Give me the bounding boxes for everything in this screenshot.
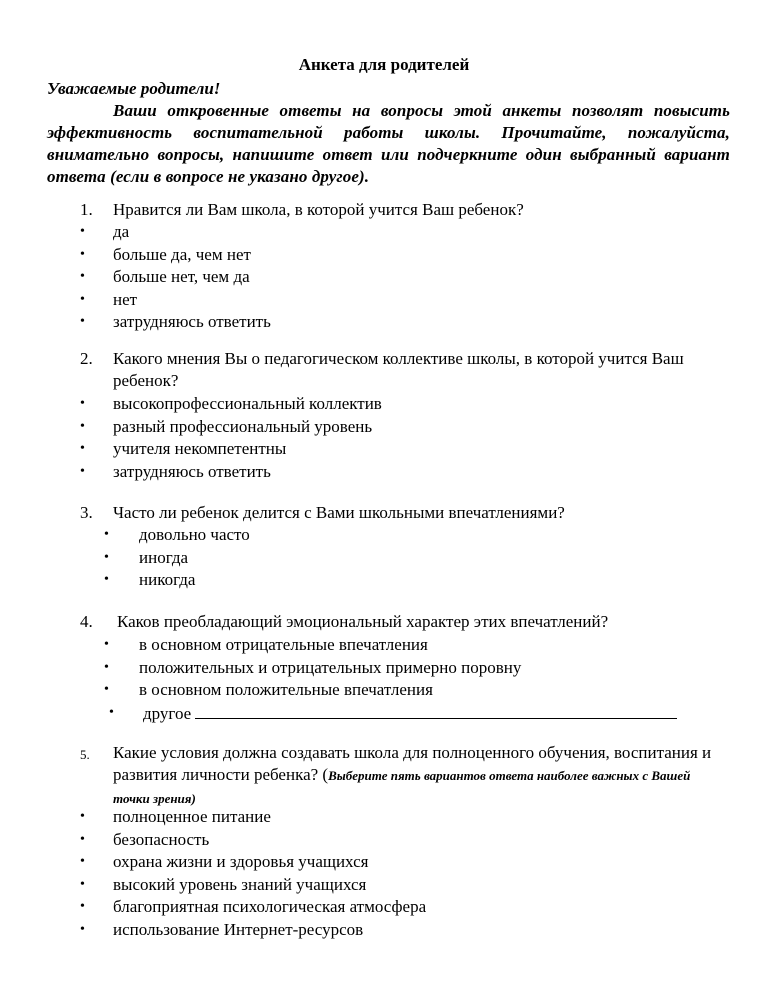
question-note: Выберите пять вариантов ответа наиболее важных с Вашей точки зрения) (113, 768, 691, 806)
question-5-options (0, 806, 768, 941)
answer-option[interactable]: • благоприятная психологическая атмосфера (0, 896, 768, 919)
answer-option[interactable]: • затрудняюсь ответить (0, 311, 768, 334)
answer-option[interactable]: • больше да, чем нет (0, 244, 768, 267)
bullet-icon: • (80, 854, 85, 869)
bullet-icon: • (80, 441, 85, 456)
question-number: 5. (80, 747, 90, 762)
question-number: 4. (80, 612, 93, 631)
bullet-icon: • (104, 682, 109, 697)
bullet-icon: • (104, 659, 109, 675)
other-answer-field[interactable] (195, 702, 677, 719)
bullet-icon: • (80, 269, 85, 284)
question-text: Нравится ли Вам школа, в которой учится Ваш ребенок? (113, 200, 524, 219)
question-4-options (0, 634, 768, 724)
answer-option-other[interactable]: • другое (0, 702, 768, 725)
question-text: Какого мнения Вы о педагогическом коллективе школы, в которой учится Ваш ребенок? (113, 349, 684, 390)
bullet-icon: • (104, 572, 109, 587)
answer-option[interactable]: • охрана жизни и здоровья учащихся (0, 851, 768, 874)
bullet-icon: • (80, 396, 85, 411)
answer-option[interactable]: • высокопрофессиональный коллектив (0, 393, 768, 416)
bullet-icon: • (104, 637, 109, 652)
answer-option[interactable]: • в основном положительные впечатления (0, 679, 768, 702)
answer-option[interactable]: • иногда (0, 547, 768, 570)
answer-option[interactable]: • полноценное питание (0, 806, 768, 829)
answer-option[interactable]: • затрудняюсь ответить (0, 461, 768, 484)
bullet-icon: • (80, 899, 85, 914)
document-title: Анкета для родителей (298, 55, 470, 74)
greeting: Уважаемые родители! (47, 79, 221, 98)
question-3-options (0, 524, 768, 592)
answer-option[interactable]: • использование Интернет-ресурсов (0, 919, 768, 942)
answer-option[interactable]: • никогда (0, 569, 768, 592)
answer-option[interactable]: • положительных и отрицательных примерно поровну (0, 657, 768, 680)
bullet-icon: • (80, 291, 85, 307)
bullet-icon: • (80, 809, 85, 824)
bullet-icon: • (104, 527, 109, 542)
answer-option[interactable]: • да (0, 221, 768, 244)
question-text: Какие условия должна создавать школа для полноценного обучения, воспитания и развития личности ребенка? (Выберите пять вариантов ответа наиболее важных с Вашей точки зрения) (113, 743, 712, 806)
bullet-icon: • (80, 831, 85, 847)
question-number: 2. (80, 349, 93, 368)
bullet-icon: • (80, 246, 85, 262)
intro-paragraph: Ваши откровенные ответы на вопросы этой анкеты позволят повысить эффективность воспитательной работы школы. Прочитайте, пожалуйста, внимательно вопросы, напишите ответ или подчеркните один выбранный вариант ответа (если в вопросе не указано другое). (47, 101, 730, 186)
answer-option[interactable]: • учителя некомпетентны (0, 438, 768, 461)
bullet-icon: • (109, 704, 114, 720)
answer-option[interactable]: • разный профессиональный уровень (0, 416, 768, 439)
bullet-icon: • (80, 876, 85, 892)
question-number: 1. (80, 200, 93, 219)
question-1-options (0, 221, 768, 334)
bullet-icon: • (80, 314, 85, 329)
question-text: Часто ли ребенок делится с Вами школьными впечатлениями? (113, 503, 565, 522)
bullet-icon: • (80, 463, 85, 479)
question-2-options (0, 393, 768, 483)
answer-option[interactable]: • довольно часто (0, 524, 768, 547)
answer-option[interactable]: • нет (0, 289, 768, 312)
bullet-icon: • (104, 549, 109, 565)
question-text: Каков преобладающий эмоциональный характер этих впечатлений? (117, 612, 609, 631)
answer-option[interactable]: • в основном отрицательные впечатления (0, 634, 768, 657)
answer-option[interactable]: • безопасность (0, 829, 768, 852)
question-number: 3. (80, 503, 93, 522)
bullet-icon: • (80, 224, 85, 239)
bullet-icon: • (80, 921, 85, 937)
answer-option[interactable]: • больше нет, чем да (0, 266, 768, 289)
bullet-icon: • (80, 418, 85, 434)
answer-option[interactable]: • высокий уровень знаний учащихся (0, 874, 768, 897)
